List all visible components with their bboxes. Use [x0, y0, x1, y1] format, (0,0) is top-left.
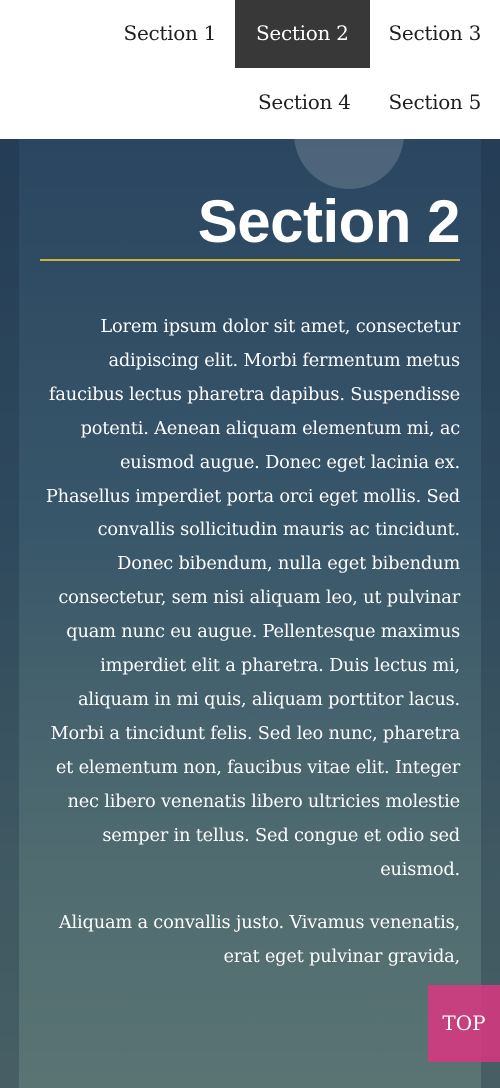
nav-item-section-5[interactable]: Section 5 — [388, 90, 481, 114]
nav-item-section-3[interactable]: Section 3 — [388, 21, 481, 45]
title-underline — [40, 259, 460, 261]
section-paragraph-2: Aliquam a convallis justo. Vivamus venenatis, erat eget pulvinar gravida, — [58, 912, 460, 968]
nav-item-section-4[interactable]: Section 4 — [258, 90, 351, 114]
left-side-band — [0, 139, 19, 1088]
nav-item-section-1[interactable]: Section 1 — [123, 21, 217, 45]
back-to-top-button[interactable]: TOP — [428, 985, 500, 1062]
nav-row-2 — [239, 69, 500, 137]
section-paragraph-1: Lorem ipsum dolor sit amet, consectetur adipiscing elit. Morbi fermentum metus faucibus lectus pharetra dapibus. Suspendisse potenti. Aenean aliquam elementum mi, ac euismod augue. Donec eget lacinia ex. Phasellus imperdiet porta orci eget mollis. Sed convallis sollicitudin mauris ac tincidunt. Donec bibendum, nulla eget bibendum consectetur, sem nisi aliquam leo, ut pulvinar quam nunc eu augue. Pellentesque maximus imperdiet elit a pharetra. Duis lectus mi, aliquam in mi quis, aliquam porttitor lacus. Morbi a tincidunt felis. Sed leo nunc, pharetra et elementum non, faucibus vitae elit. Integer nec libero venenatis libero ultricies molestie semper in tellus. Sed congue et odio sed euismod. — [45, 316, 460, 880]
top-navigation — [0, 0, 500, 139]
right-side-band — [481, 139, 500, 1088]
section-container — [0, 139, 500, 1088]
nav-row-1 — [105, 0, 500, 68]
nav-item-section-2[interactable]: Section 2 — [235, 0, 369, 68]
section-title: Section 2 — [197, 188, 460, 255]
section-content — [40, 139, 460, 974]
